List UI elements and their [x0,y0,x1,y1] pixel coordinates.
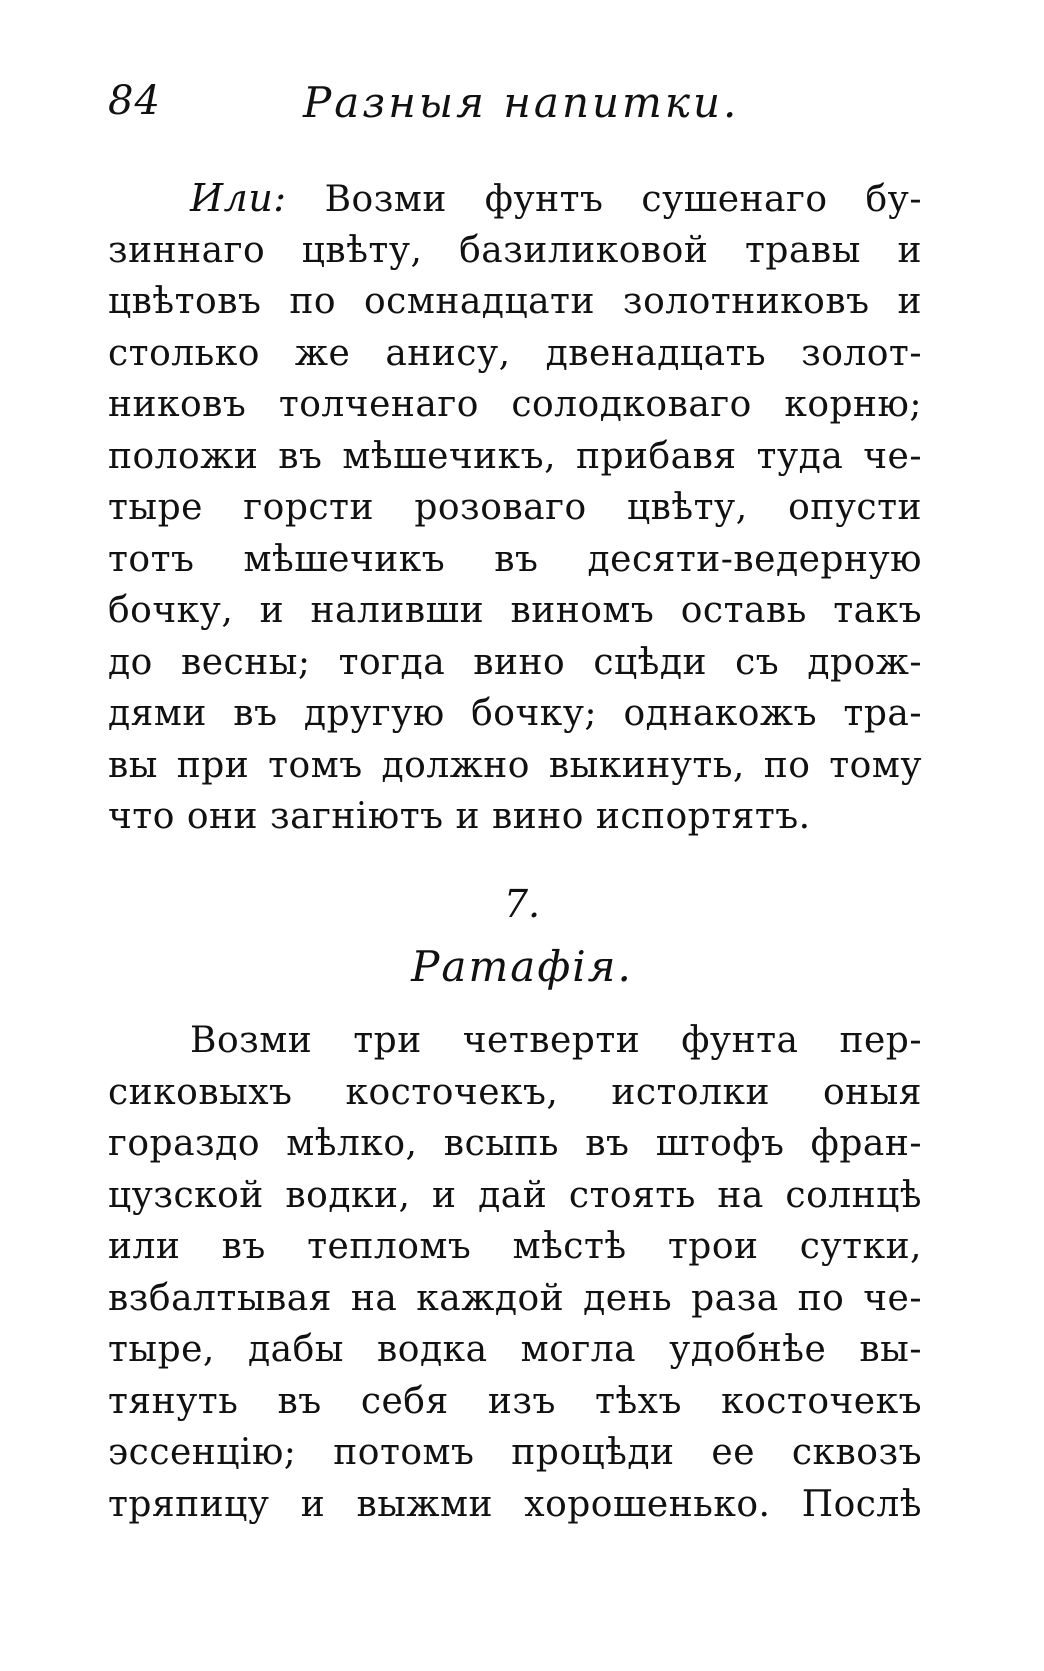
text-line: дями въ другую бочку; однакожъ тра- [108,693,922,734]
text-line: тыре, дабы водка могла удобнѣе вы- [108,1329,922,1370]
running-title: Разныя напитки. [303,78,740,127]
text-line: никовъ толченаго солодковаго корню; [108,384,922,425]
text-line: гораздо мѣлко, всыпь въ штофъ фран- [108,1123,922,1164]
section-title: Ратафiя. [411,942,633,991]
text-line: вы при томъ должно выкинуть, по тому [108,744,922,786]
text-line: тряпицу и выжми хорошенько. Послѣ [108,1483,922,1525]
page-number: 84 [108,78,161,124]
paragraph-lead-word: Или: [190,176,287,220]
text-line-content: Возми фунтъ сушенаго бу- [324,179,922,220]
text-line: цузской водки, и дай стоять на солнцѣ [108,1174,922,1216]
text-line: тянуть въ себя изъ тѣхъ косточекъ [108,1380,922,1422]
text-line: цвѣтовъ по осмнадцати золотниковъ и [108,281,922,322]
text-line [108,173,922,225]
paragraph-infused-wine [108,173,922,843]
text-line: до весны; тогда вино сцѣди съ дрож- [108,641,922,683]
text-line: положи въ мѣшечикъ, прибавя туда че- [108,435,922,477]
text-line: эссенцiю; потомъ процѣди ее сквозъ [108,1432,922,1473]
text-line: что они загнiютъ и вино испортятъ. [108,796,811,837]
text-line: сиковыхъ косточекъ, истолки оныя [108,1071,922,1113]
text-line: зиннаго цвѣту, базиликовой травы и [108,229,922,271]
paragraph-ratafia-recipe [108,1015,922,1530]
running-head [108,78,934,138]
text-line: Возми три четверти фунта пер- [190,1020,922,1061]
text-line: или въ тепломъ мѣстѣ трои сутки, [108,1226,922,1267]
text-line: бочку, и наливши виномъ оставь такъ [108,590,922,631]
text-line: взбалтывая на каждой день раза по че- [108,1277,922,1319]
text-line: столько же анису, двенадцать золот- [108,332,922,374]
section-number: 7. [503,882,541,926]
text-line: тотъ мѣшечикъ въ десяти-ведерную [108,538,922,580]
text-line: тыре горсти розоваго цвѣту, опусти [108,487,922,528]
